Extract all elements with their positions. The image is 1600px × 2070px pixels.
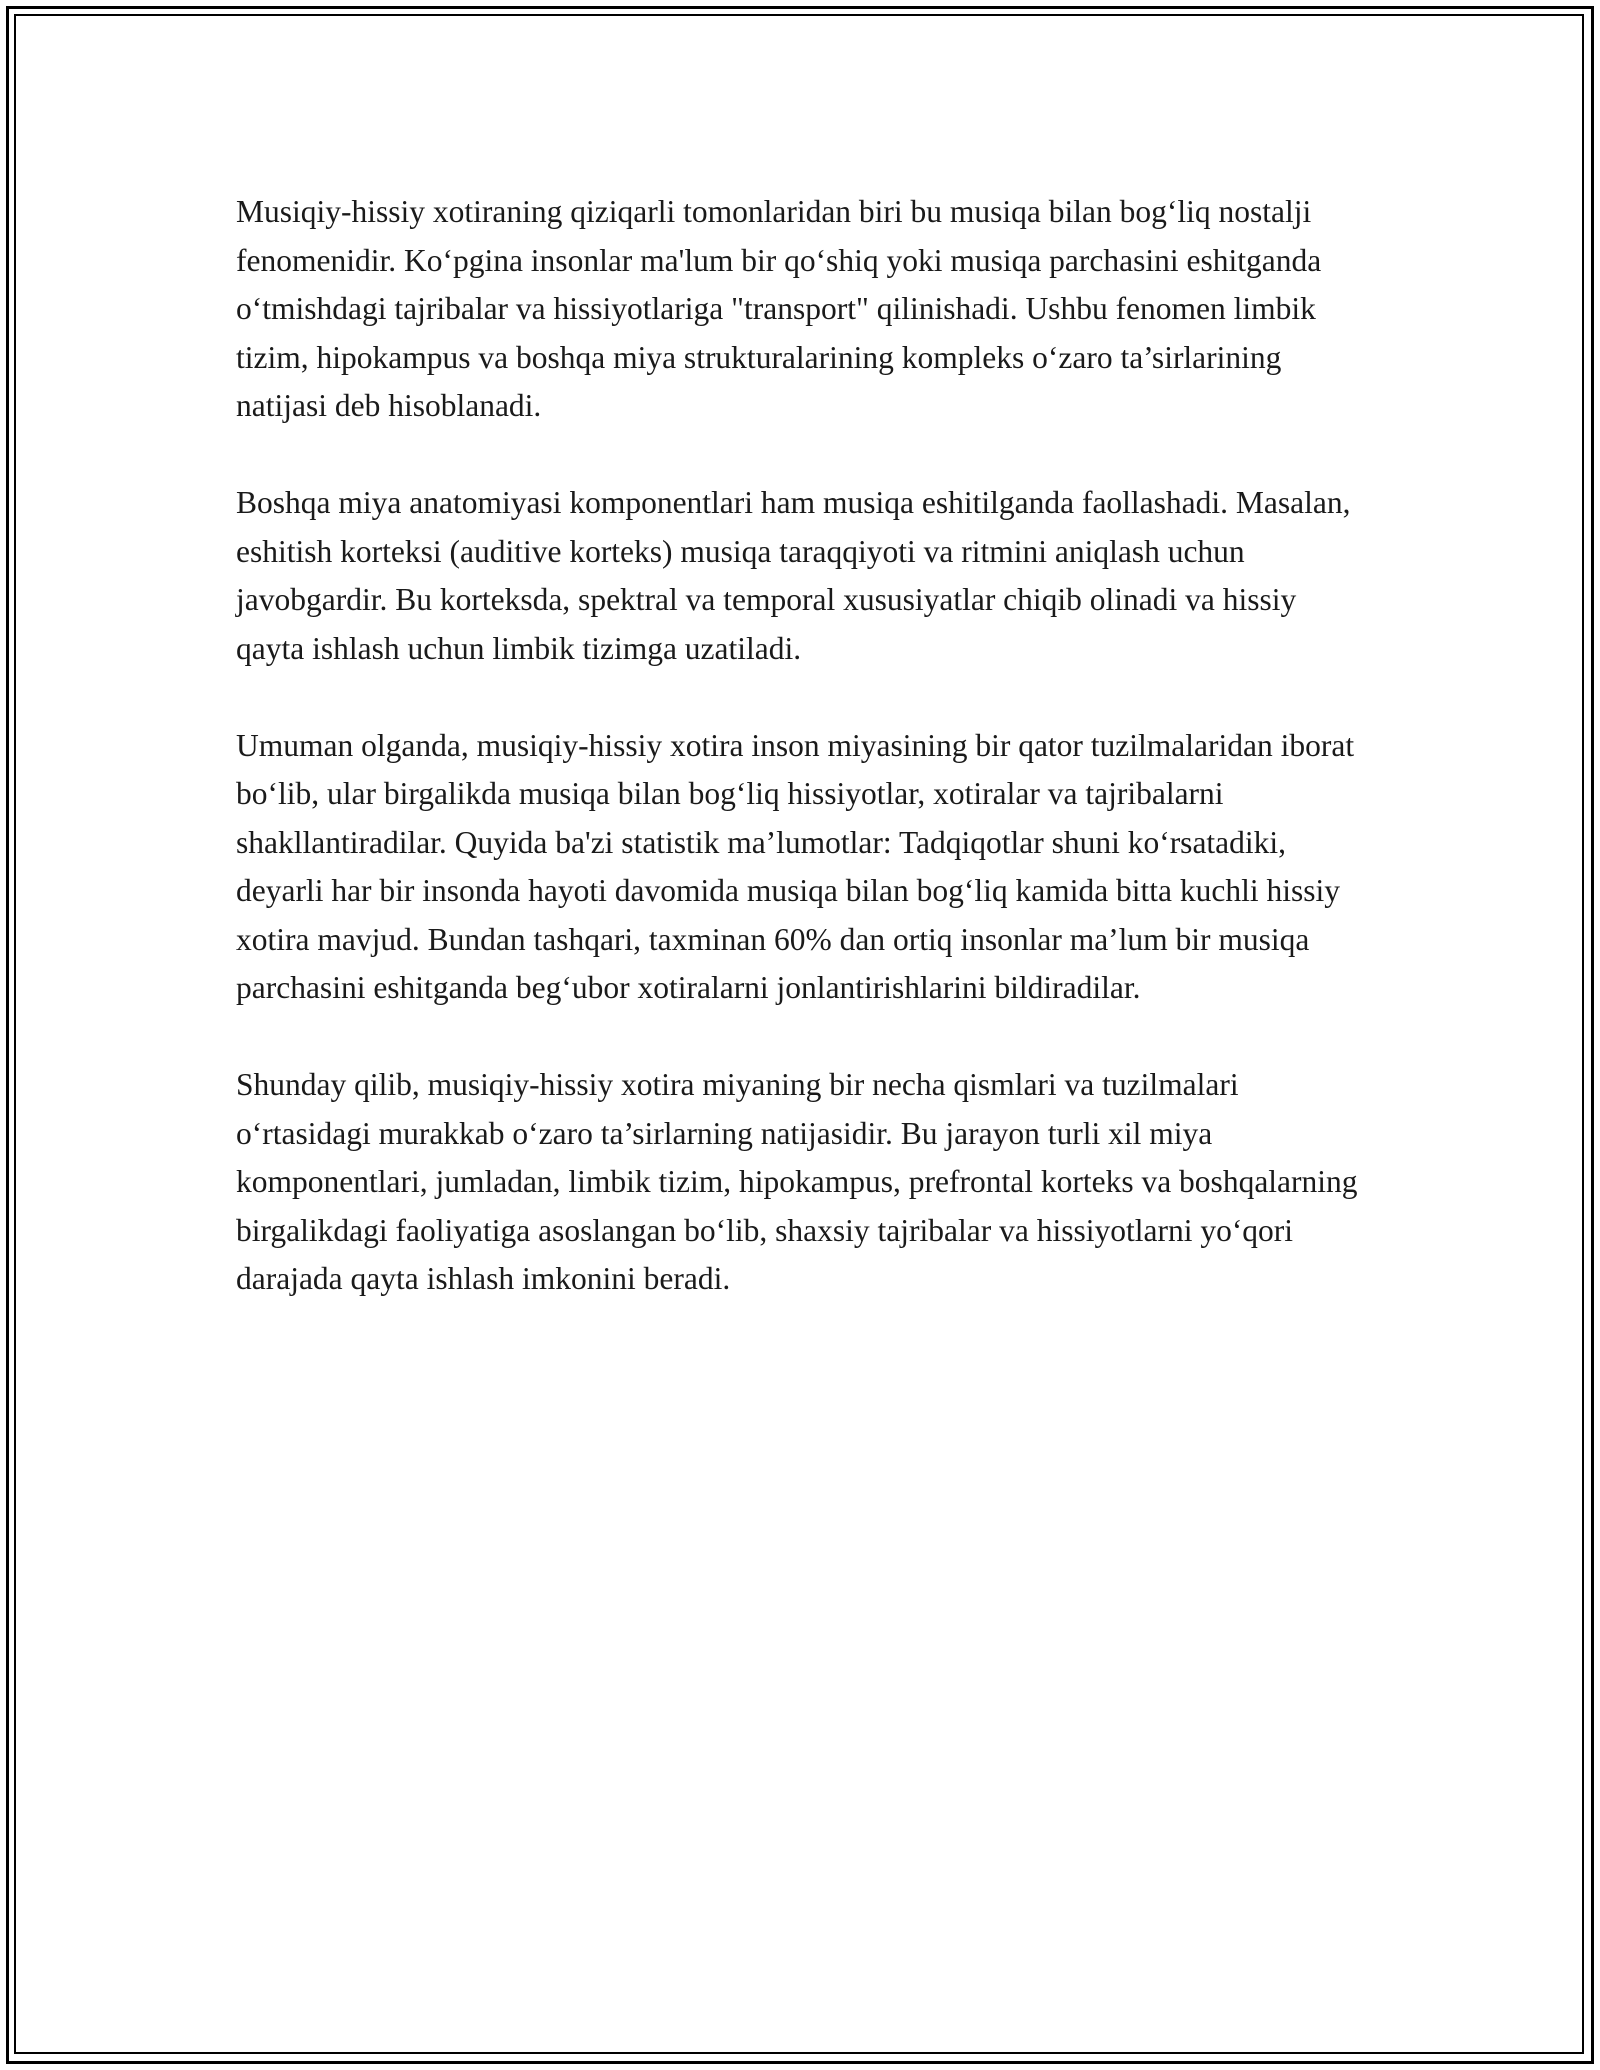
document-body bbox=[236, 188, 1366, 1304]
paragraph-3: Umuman olganda, musiqiy-hissiy xotira inson miyasining bir qator tuzilmalaridan iborat bo‘lib, ular birgalikda musiqa bilan bog‘liq hissiyotlar, xotiralar va tajribalarni shakllantiradilar. Quyida ba'zi statistik ma’lumotlar: Tadqiqotlar shuni ko‘rsatadiki, deyarli har bir insonda hayoti davomida musiqa bilan bog‘liq kamida bitta kuchli hissiy xotira mavjud. Bundan tashqari, taxminan 60% dan ortiq insonlar ma’lum bir musiqa parchasini eshitganda beg‘ubor xotiralarni jonlantirishlarini bildiradilar. bbox=[236, 727, 1355, 1005]
paragraph-1: Musiqiy-hissiy xotiraning qiziqarli tomonlaridan biri bu musiqa bilan bog‘liq nostalji fenomenidir. Ko‘pgina insonlar ma'lum bir qo‘shiq yoki musiqa parchasini eshitganda o‘tmishdagi tajribalar va hissiyotlariga "transport" qilinishadi. Ushbu fenomen limbik tizim, hipokampus va boshqa miya strukturalarining kompleks o‘zaro ta’sirlarining natijasi deb hisoblanadi. bbox=[236, 194, 1322, 423]
paragraph-4: Shunday qilib, musiqiy-hissiy xotira miyaning bir necha qismlari va tuzilmalari o‘rtasidagi murakkab o‘zaro ta’sirlarning natijasidir. Bu jarayon turli xil miya komponentlari, jumladan, limbik tizim, hipokampus, prefrontal korteks va boshqalarning birgalikdagi faoliyatiga asoslangan bo‘lib, shaxsiy tajribalar va hissiyotlarni yo‘qori darajada qayta ishlash imkonini beradi. bbox=[236, 1067, 1358, 1296]
paragraph-2: Boshqa miya anatomiyasi komponentlari ham musiqa eshitilganda faollashadi. Masalan, eshitish korteksi (auditive korteks) musiqa taraqqiyoti va ritmini aniqlash uchun javobgardir. Bu korteksda, spektral va temporal xususiyatlar chiqib olinadi va hissiy qayta ishlash uchun limbik tizimga uzatiladi. bbox=[236, 485, 1351, 666]
